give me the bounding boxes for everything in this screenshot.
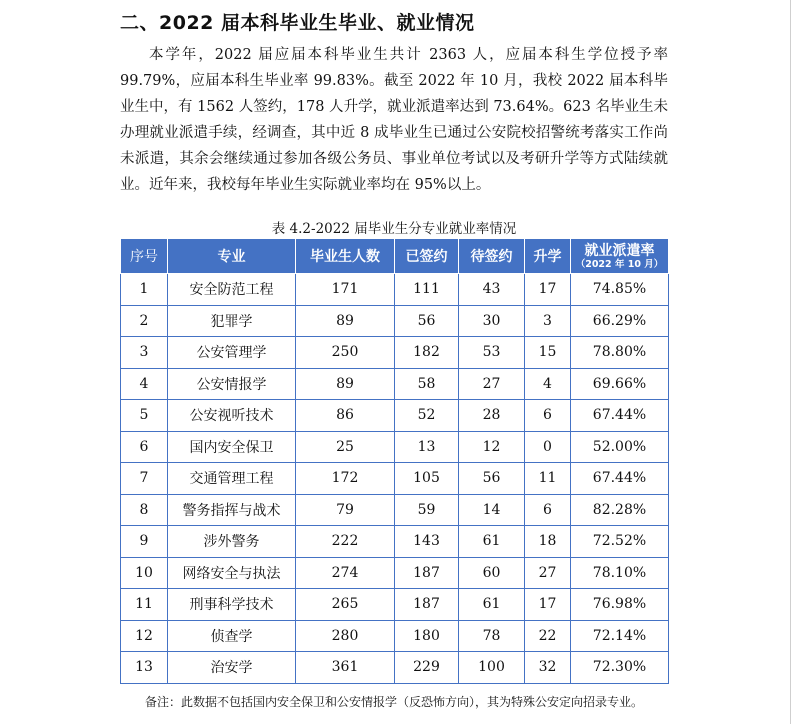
cell-graduates: 265 [296, 589, 395, 621]
cell-signed: 59 [395, 494, 459, 526]
cell-further-study: 6 [525, 400, 571, 432]
table-header-row [121, 239, 669, 274]
cell-signed: 180 [395, 620, 459, 652]
cell-pending: 56 [459, 463, 525, 495]
table-row [121, 274, 669, 306]
cell-further-study: 11 [525, 463, 571, 495]
cell-pending: 14 [459, 494, 525, 526]
cell-graduates: 86 [296, 400, 395, 432]
cell-seq: 8 [121, 494, 168, 526]
table-note: 备注：此数据不包括国内安全保卫和公安情报学（反恐怖方向），其为特殊公安定向招录专业。 [144, 695, 643, 709]
cell-major: 刑事科学技术 [168, 589, 296, 621]
cell-pending: 61 [459, 589, 525, 621]
table-row [121, 431, 669, 463]
header-further-study: 升学 [525, 239, 571, 274]
cell-pending: 100 [459, 652, 525, 684]
table-row [121, 652, 669, 684]
cell-further-study: 15 [525, 337, 571, 369]
cell-signed: 229 [395, 652, 459, 684]
cell-seq: 3 [121, 337, 168, 369]
cell-pending: 53 [459, 337, 525, 369]
cell-further-study: 3 [525, 305, 571, 337]
cell-signed: 187 [395, 589, 459, 621]
employment-rate-table [120, 238, 669, 684]
cell-seq: 1 [121, 274, 168, 306]
cell-further-study: 17 [525, 589, 571, 621]
cell-signed: 111 [395, 274, 459, 306]
cell-rate: 74.85% [571, 274, 669, 306]
cell-further-study: 18 [525, 526, 571, 558]
cell-signed: 13 [395, 431, 459, 463]
table-row [121, 526, 669, 558]
cell-major: 网络安全与执法 [168, 557, 296, 589]
body-paragraph: 本学年，2022 届应届本科毕业生共计 2363 人，应届本科生学位授予率 99.79%，应届本科生毕业率 99.83%。截至 2022 年 10 月，我校 2022 届本科毕业生中，有 1562 人签约，178 人升学，就业派遣率达到 73.64%。623 名毕业生未办理就业派遣手续，经调查，其中近 8 成毕业生已通过公安院校招警统考落实工作尚未派遣，其余会继续通过参加各级公务员、事业单位考试以及考研升学等方式陆续就业。近年来，我校每年毕业生实际就业率均在 95%以上。 [120, 47, 668, 193]
table-row [121, 337, 669, 369]
header-major: 专业 [168, 239, 296, 274]
cell-signed: 105 [395, 463, 459, 495]
header-graduates: 毕业生人数 [296, 239, 395, 274]
header-signed: 已签约 [395, 239, 459, 274]
header-rate-date: （2022 年 10 月） [575, 258, 664, 270]
cell-rate: 67.44% [571, 400, 669, 432]
table-row [121, 620, 669, 652]
table-row [121, 463, 669, 495]
cell-pending: 30 [459, 305, 525, 337]
table-row [121, 589, 669, 621]
cell-major: 公安管理学 [168, 337, 296, 369]
table-row [121, 305, 669, 337]
table-row [121, 557, 669, 589]
cell-graduates: 274 [296, 557, 395, 589]
cell-pending: 78 [459, 620, 525, 652]
cell-signed: 58 [395, 368, 459, 400]
cell-graduates: 25 [296, 431, 395, 463]
cell-major: 公安情报学 [168, 368, 296, 400]
section-heading: 二、2022 届本科毕业生毕业、就业情况 [120, 12, 475, 34]
cell-further-study: 32 [525, 652, 571, 684]
cell-graduates: 79 [296, 494, 395, 526]
cell-seq: 6 [121, 431, 168, 463]
cell-pending: 27 [459, 368, 525, 400]
cell-graduates: 89 [296, 368, 395, 400]
cell-signed: 187 [395, 557, 459, 589]
cell-pending: 61 [459, 526, 525, 558]
cell-rate: 66.29% [571, 305, 669, 337]
cell-signed: 52 [395, 400, 459, 432]
cell-seq: 2 [121, 305, 168, 337]
cell-seq: 10 [121, 557, 168, 589]
cell-further-study: 22 [525, 620, 571, 652]
cell-further-study: 27 [525, 557, 571, 589]
table-row [121, 368, 669, 400]
cell-rate: 72.52% [571, 526, 669, 558]
cell-graduates: 89 [296, 305, 395, 337]
cell-further-study: 0 [525, 431, 571, 463]
table-row [121, 400, 669, 432]
cell-rate: 82.28% [571, 494, 669, 526]
page-border [790, 0, 791, 724]
cell-rate: 78.80% [571, 337, 669, 369]
header-rate-label: 就业派遣率 [584, 242, 655, 259]
cell-graduates: 171 [296, 274, 395, 306]
cell-signed: 182 [395, 337, 459, 369]
cell-rate: 78.10% [571, 557, 669, 589]
cell-rate: 72.30% [571, 652, 669, 684]
cell-graduates: 280 [296, 620, 395, 652]
table-row [121, 494, 669, 526]
cell-rate: 72.14% [571, 620, 669, 652]
cell-major: 国内安全保卫 [168, 431, 296, 463]
cell-seq: 11 [121, 589, 168, 621]
cell-further-study: 6 [525, 494, 571, 526]
cell-pending: 12 [459, 431, 525, 463]
cell-signed: 143 [395, 526, 459, 558]
cell-seq: 5 [121, 400, 168, 432]
header-pending: 待签约 [459, 239, 525, 274]
cell-major: 涉外警务 [168, 526, 296, 558]
cell-pending: 43 [459, 274, 525, 306]
cell-seq: 12 [121, 620, 168, 652]
cell-graduates: 250 [296, 337, 395, 369]
cell-rate: 67.44% [571, 463, 669, 495]
cell-graduates: 172 [296, 463, 395, 495]
table-caption: 表 4.2-2022 届毕业生分专业就业率情况 [271, 221, 517, 237]
cell-major: 警务指挥与战术 [168, 494, 296, 526]
cell-seq: 13 [121, 652, 168, 684]
cell-major: 治安学 [168, 652, 296, 684]
header-rate [571, 239, 669, 274]
cell-seq: 4 [121, 368, 168, 400]
cell-seq: 9 [121, 526, 168, 558]
cell-graduates: 361 [296, 652, 395, 684]
cell-pending: 28 [459, 400, 525, 432]
cell-pending: 60 [459, 557, 525, 589]
cell-rate: 69.66% [571, 368, 669, 400]
header-seq: 序号 [121, 239, 168, 274]
cell-further-study: 4 [525, 368, 571, 400]
cell-rate: 76.98% [571, 589, 669, 621]
cell-rate: 52.00% [571, 431, 669, 463]
cell-further-study: 17 [525, 274, 571, 306]
cell-major: 侦查学 [168, 620, 296, 652]
cell-major: 公安视听技术 [168, 400, 296, 432]
cell-seq: 7 [121, 463, 168, 495]
cell-graduates: 222 [296, 526, 395, 558]
cell-major: 交通管理工程 [168, 463, 296, 495]
cell-major: 安全防范工程 [168, 274, 296, 306]
table-body [121, 274, 669, 684]
cell-major: 犯罪学 [168, 305, 296, 337]
cell-signed: 56 [395, 305, 459, 337]
